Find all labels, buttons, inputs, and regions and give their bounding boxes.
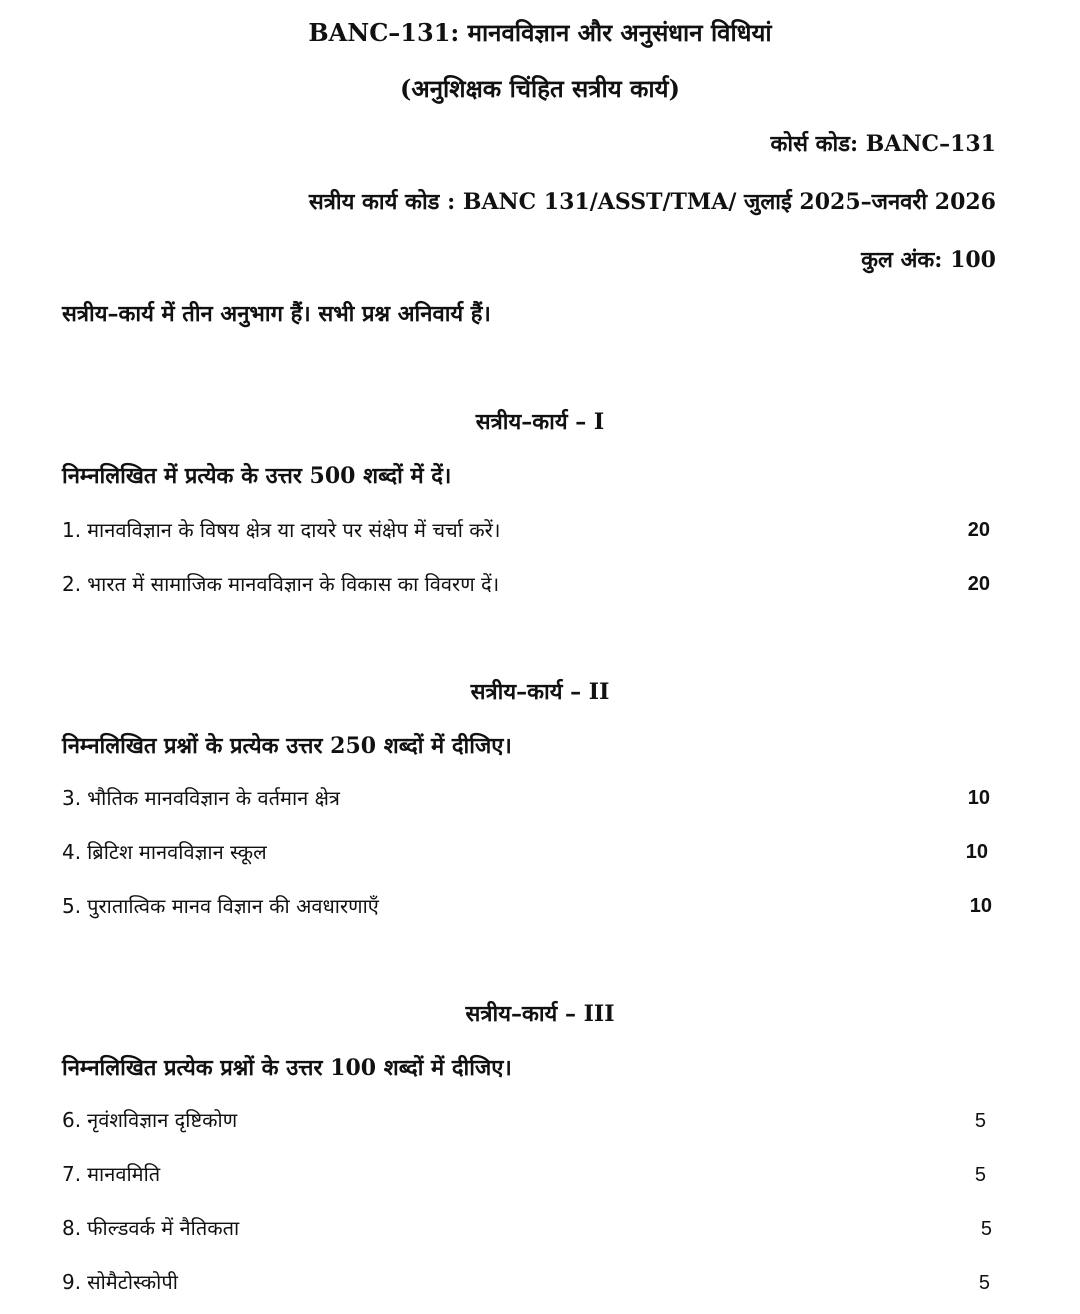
document-subtitle: (अनुशिक्षक चिंहित सत्रीय कार्य): [400, 74, 680, 103]
question-text: भारत में सामाजिक मानवविज्ञान के विकास का विवरण दें।: [87, 572, 500, 596]
total-marks: कुल अंक: 100: [861, 247, 996, 273]
question-text: मानवविज्ञान के विषय क्षेत्र या दायरे पर संक्षेप में चर्चा करें।: [87, 518, 501, 542]
question-item: [62, 1106, 237, 1133]
question-number: 1.: [62, 518, 82, 542]
question-text: ब्रिटिश मानवविज्ञान स्कूल: [87, 840, 267, 864]
question-marks: 10: [965, 841, 988, 863]
question-item: [62, 1160, 160, 1187]
question-number: 8.: [62, 1216, 82, 1240]
question-marks: 5: [978, 1272, 990, 1294]
question-text: मानवमिति: [87, 1162, 161, 1186]
section-heading-1: सत्रीय–कार्य – I: [475, 409, 605, 435]
section-heading-3: सत्रीय–कार्य – III: [465, 1001, 615, 1027]
question-number: 6.: [62, 1108, 82, 1132]
question-item: [62, 1268, 178, 1295]
question-marks: 20: [967, 573, 990, 595]
section-instruction-3: निम्नलिखित प्रत्येक प्रश्नों के उत्तर 100 शब्दों में दीजिए।: [62, 1055, 512, 1081]
question-number: 2.: [62, 572, 82, 596]
question-marks: 5: [974, 1164, 986, 1186]
question-number: 7.: [62, 1162, 82, 1186]
document-title: BANC–131: मानवविज्ञान और अनुसंधान विधियां: [308, 18, 772, 47]
question-item: [62, 516, 500, 543]
section-instruction-2: निम्नलिखित प्रश्नों के प्रत्येक उत्तर 250 शब्दों में दीजिए।: [62, 733, 512, 759]
question-marks: 5: [980, 1218, 992, 1240]
question-number: 4.: [62, 840, 82, 864]
question-number: 9.: [62, 1270, 82, 1294]
section-instruction-1: निम्नलिखित में प्रत्येक के उत्तर 500 शब्दों में दें।: [62, 463, 452, 489]
question-text: पुरातात्विक मानव विज्ञान की अवधारणाएँ: [87, 894, 379, 918]
question-item: [62, 1214, 239, 1241]
question-marks: 10: [969, 895, 992, 917]
assignment-code: सत्रीय कार्य कोड : BANC 131/ASST/TMA/ जुलाई 2025–जनवरी 2026: [308, 189, 996, 215]
question-text: फील्डवर्क में नैतिकता: [87, 1216, 240, 1240]
question-text: सोमैटोस्कोपी: [87, 1270, 178, 1294]
question-item: [62, 570, 499, 597]
question-text: भौतिक मानवविज्ञान के वर्तमान क्षेत्र: [87, 786, 340, 810]
question-number: 3.: [62, 786, 82, 810]
question-item: [62, 892, 379, 919]
question-marks: 10: [967, 787, 990, 809]
intro-note: सत्रीय–कार्य में तीन अनुभाग हैं। सभी प्रश्न अनिवार्य हैं।: [62, 301, 491, 327]
question-item: [62, 784, 340, 811]
question-marks: 20: [967, 519, 990, 541]
question-marks: 5: [974, 1110, 986, 1132]
question-item: [62, 838, 267, 865]
question-text: नृवंशविज्ञान दृष्टिकोण: [87, 1108, 238, 1132]
course-code: कोर्स कोड: BANC–131: [770, 131, 996, 157]
section-heading-2: सत्रीय–कार्य – II: [470, 679, 610, 705]
question-number: 5.: [62, 894, 82, 918]
